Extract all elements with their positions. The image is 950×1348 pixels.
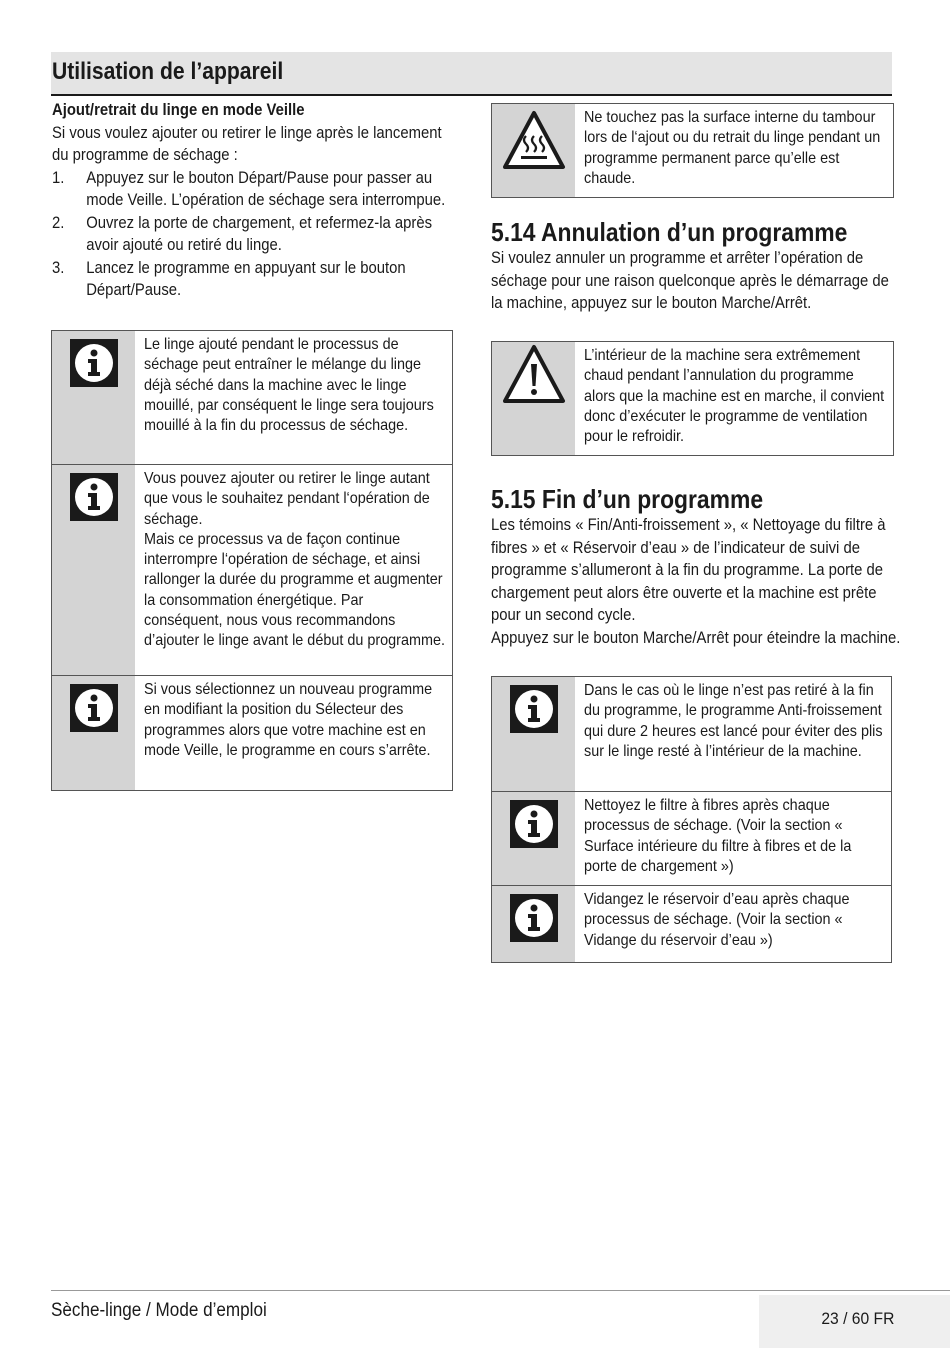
left-column-text [52, 99, 492, 302]
list-item: 1. Appuyez sur le bouton Départ/Pause pour passer au mode Veille. L’opération de séchage sera interrompue. [52, 168, 446, 209]
list-item: 2. Ouvrez la porte de chargement, et refermez-la après avoir ajouté ou retiré du linge. [52, 213, 433, 254]
right-notes [491, 676, 892, 963]
info-icon [70, 339, 118, 387]
info-icon [70, 684, 118, 732]
warning-icon [502, 344, 566, 404]
steps-list [52, 167, 448, 302]
note-text: Mais ce processus va de façon continue interrompre l‘opération de séchage, et ainsi rallonger la durée du programme et augmenter la consommation énergétique. Par conséquent, nous vous recommandons d’ajouter le linge avant le début du programme. [144, 530, 445, 650]
note-text: Ne touchez pas la surface interne du tambour lors de l‘ajout ou du retrait du linge pendant un programme permanent parce qu’elle est chaude. [584, 109, 881, 187]
footer-doc-title: Sèche-linge / Mode d’emploi [51, 1300, 267, 1321]
left-notes [51, 330, 453, 791]
info-icon [70, 473, 118, 521]
note-text: Nettoyez le filtre à fibres après chaque processus de séchage. (Voir la section « Surface intérieure du filtre à fibres et de la porte de chargement ») [584, 797, 852, 875]
section-body-5-14: Si voulez annuler un programme et arrêter l’opération de séchage pour une raison quelconque après le démarrage de la machine, appuyez sur le bouton Marche/Arrêt. [491, 249, 889, 312]
footer-page-box [759, 1295, 950, 1348]
section-title-5-14: 5.14 Annulation d’un programme [491, 217, 848, 247]
section-body-5-15: Les témoins « Fin/Anti-froissement », « Nettoyage du filtre à fibres » et « Réservoir d’eau » de l’indicateur de suivi de programme s’allumeront à la fin du programme. La porte de chargement peut alors être ouverte et la machine est prête pour un second cycle. Appuyez sur le bouton Marche/Arrêt pour éteindre la machine. [491, 516, 901, 647]
info-icon [510, 685, 558, 733]
info-note [491, 791, 892, 886]
hot-surface-note [491, 103, 894, 198]
info-icon [510, 894, 558, 942]
warning-note [491, 341, 894, 456]
section-title-5-15: 5.15 Fin d’un programme [491, 484, 764, 514]
info-note [491, 885, 892, 963]
info-note [51, 464, 453, 676]
section-subtitle: Ajout/retrait du linge en mode Veille [52, 101, 305, 119]
note-text: Vous pouvez ajouter ou retirer le linge autant que vous le souhaitez pendant l‘opération de séchage. [144, 470, 430, 528]
list-item: 3. Lancez le programme en appuyant sur le bouton Départ/Pause. [52, 258, 406, 299]
info-note [51, 675, 453, 791]
info-note [51, 330, 453, 465]
note-text: Dans le cas où le linge n’est pas retiré à la fin du programme, le programme Anti-froissement qui dure 2 heures est lancé pour éviter des plis sur le linge resté à l’intérieur de la machine. [584, 682, 883, 760]
page-number: 23 / 60 FR [820, 1309, 894, 1328]
hot-surface-icon [502, 110, 566, 170]
intro-paragraph: Si vous voulez ajouter ou retirer le linge après le lancement du programme de séchage : [52, 123, 442, 164]
note-text: Si vous sélectionnez un nouveau programme en modifiant la position du Sélecteur des programmes alors que votre machine est en mode Veille, le programme en cours s’arrête. [144, 681, 433, 759]
note-text: Vidangez le réservoir d’eau après chaque processus de séchage. (Voir la section « Vidange du réservoir d’eau ») [584, 891, 850, 949]
footer-divider [51, 1290, 950, 1291]
page-title: Utilisation de l’appareil [52, 58, 284, 85]
note-text: L’intérieur de la machine sera extrêmement chaud pendant l’annulation du programme alors que la machine est en marche, il convient donc d’exécuter le programme de ventilation pour le refroidir. [584, 347, 885, 446]
info-note [491, 676, 892, 792]
info-icon [510, 800, 558, 848]
note-text: Le linge ajouté pendant le processus de séchage peut entraîner le mélange du linge déjà séché dans la machine avec le linge mouillé, par conséquent le linge sera toujours mouillé à la fin du processus de séchage. [144, 336, 434, 435]
